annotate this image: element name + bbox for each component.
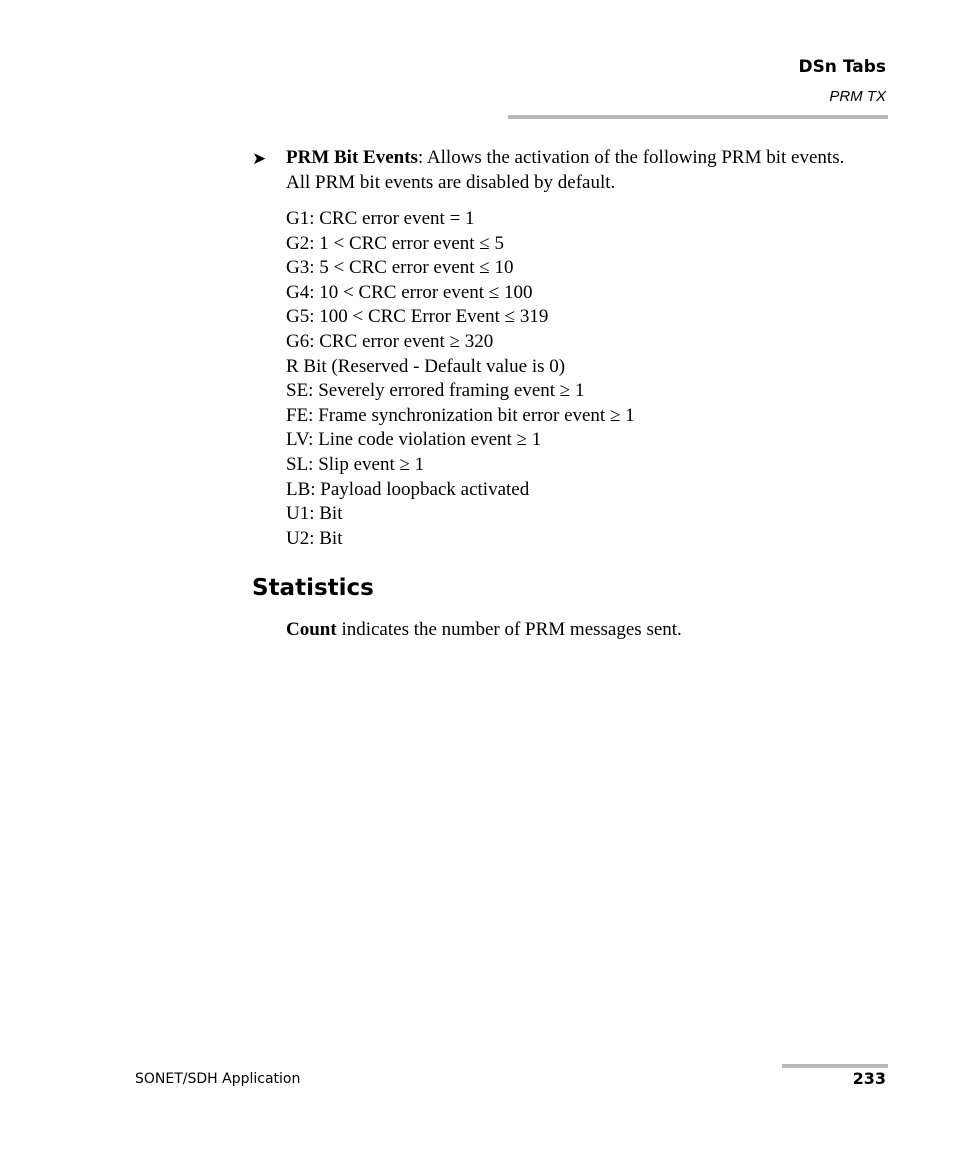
bullet-term: PRM Bit Events xyxy=(286,147,418,168)
statistics-term: Count xyxy=(286,619,337,640)
event-item: G3: 5 < CRC error event ≤ 10 xyxy=(286,257,514,279)
footer-doc-title: SONET/SDH Application xyxy=(135,1071,301,1087)
bullet-line1: : Allows the activation of the following PRM bit events. xyxy=(417,147,845,168)
event-item: G2: 1 < CRC error event ≤ 5 xyxy=(286,232,504,254)
event-item: LB: Payload loopback activated xyxy=(286,478,530,500)
event-item: U1: Bit xyxy=(286,503,343,525)
statistics-description: indicates the number of PRM messages sent. xyxy=(336,619,682,640)
header-divider xyxy=(508,115,888,119)
bullet-paragraph xyxy=(286,146,892,195)
prm-event-list xyxy=(286,207,635,551)
event-item: SL: Slip event ≥ 1 xyxy=(286,453,425,475)
statistics-paragraph xyxy=(286,618,682,643)
event-item: R Bit (Reserved - Default value is 0) xyxy=(286,355,566,377)
event-item: SE: Severely errored framing event ≥ 1 xyxy=(286,380,585,402)
event-item: LV: Line code violation event ≥ 1 xyxy=(286,429,542,451)
bullet-line2: All PRM bit events are disabled by default. xyxy=(286,171,616,193)
event-item: FE: Frame synchronization bit error event ≥ 1 xyxy=(286,404,635,426)
event-item: G6: CRC error event ≥ 320 xyxy=(286,330,494,352)
statistics-heading: Statistics xyxy=(252,575,374,601)
event-item: G4: 10 < CRC error event ≤ 100 xyxy=(286,281,533,303)
page-number: 233 xyxy=(852,1069,886,1088)
page-header-subtitle: PRM TX xyxy=(829,88,886,105)
prm-bit-events-bullet xyxy=(252,146,892,195)
arrowhead-bullet-icon: ➤ xyxy=(252,149,267,169)
footer-divider xyxy=(782,1064,888,1068)
event-item: G5: 100 < CRC Error Event ≤ 319 xyxy=(286,306,549,328)
event-item: U2: Bit xyxy=(286,527,343,549)
page-header-title: DSn Tabs xyxy=(798,57,886,77)
event-item: G1: CRC error event = 1 xyxy=(286,208,475,229)
